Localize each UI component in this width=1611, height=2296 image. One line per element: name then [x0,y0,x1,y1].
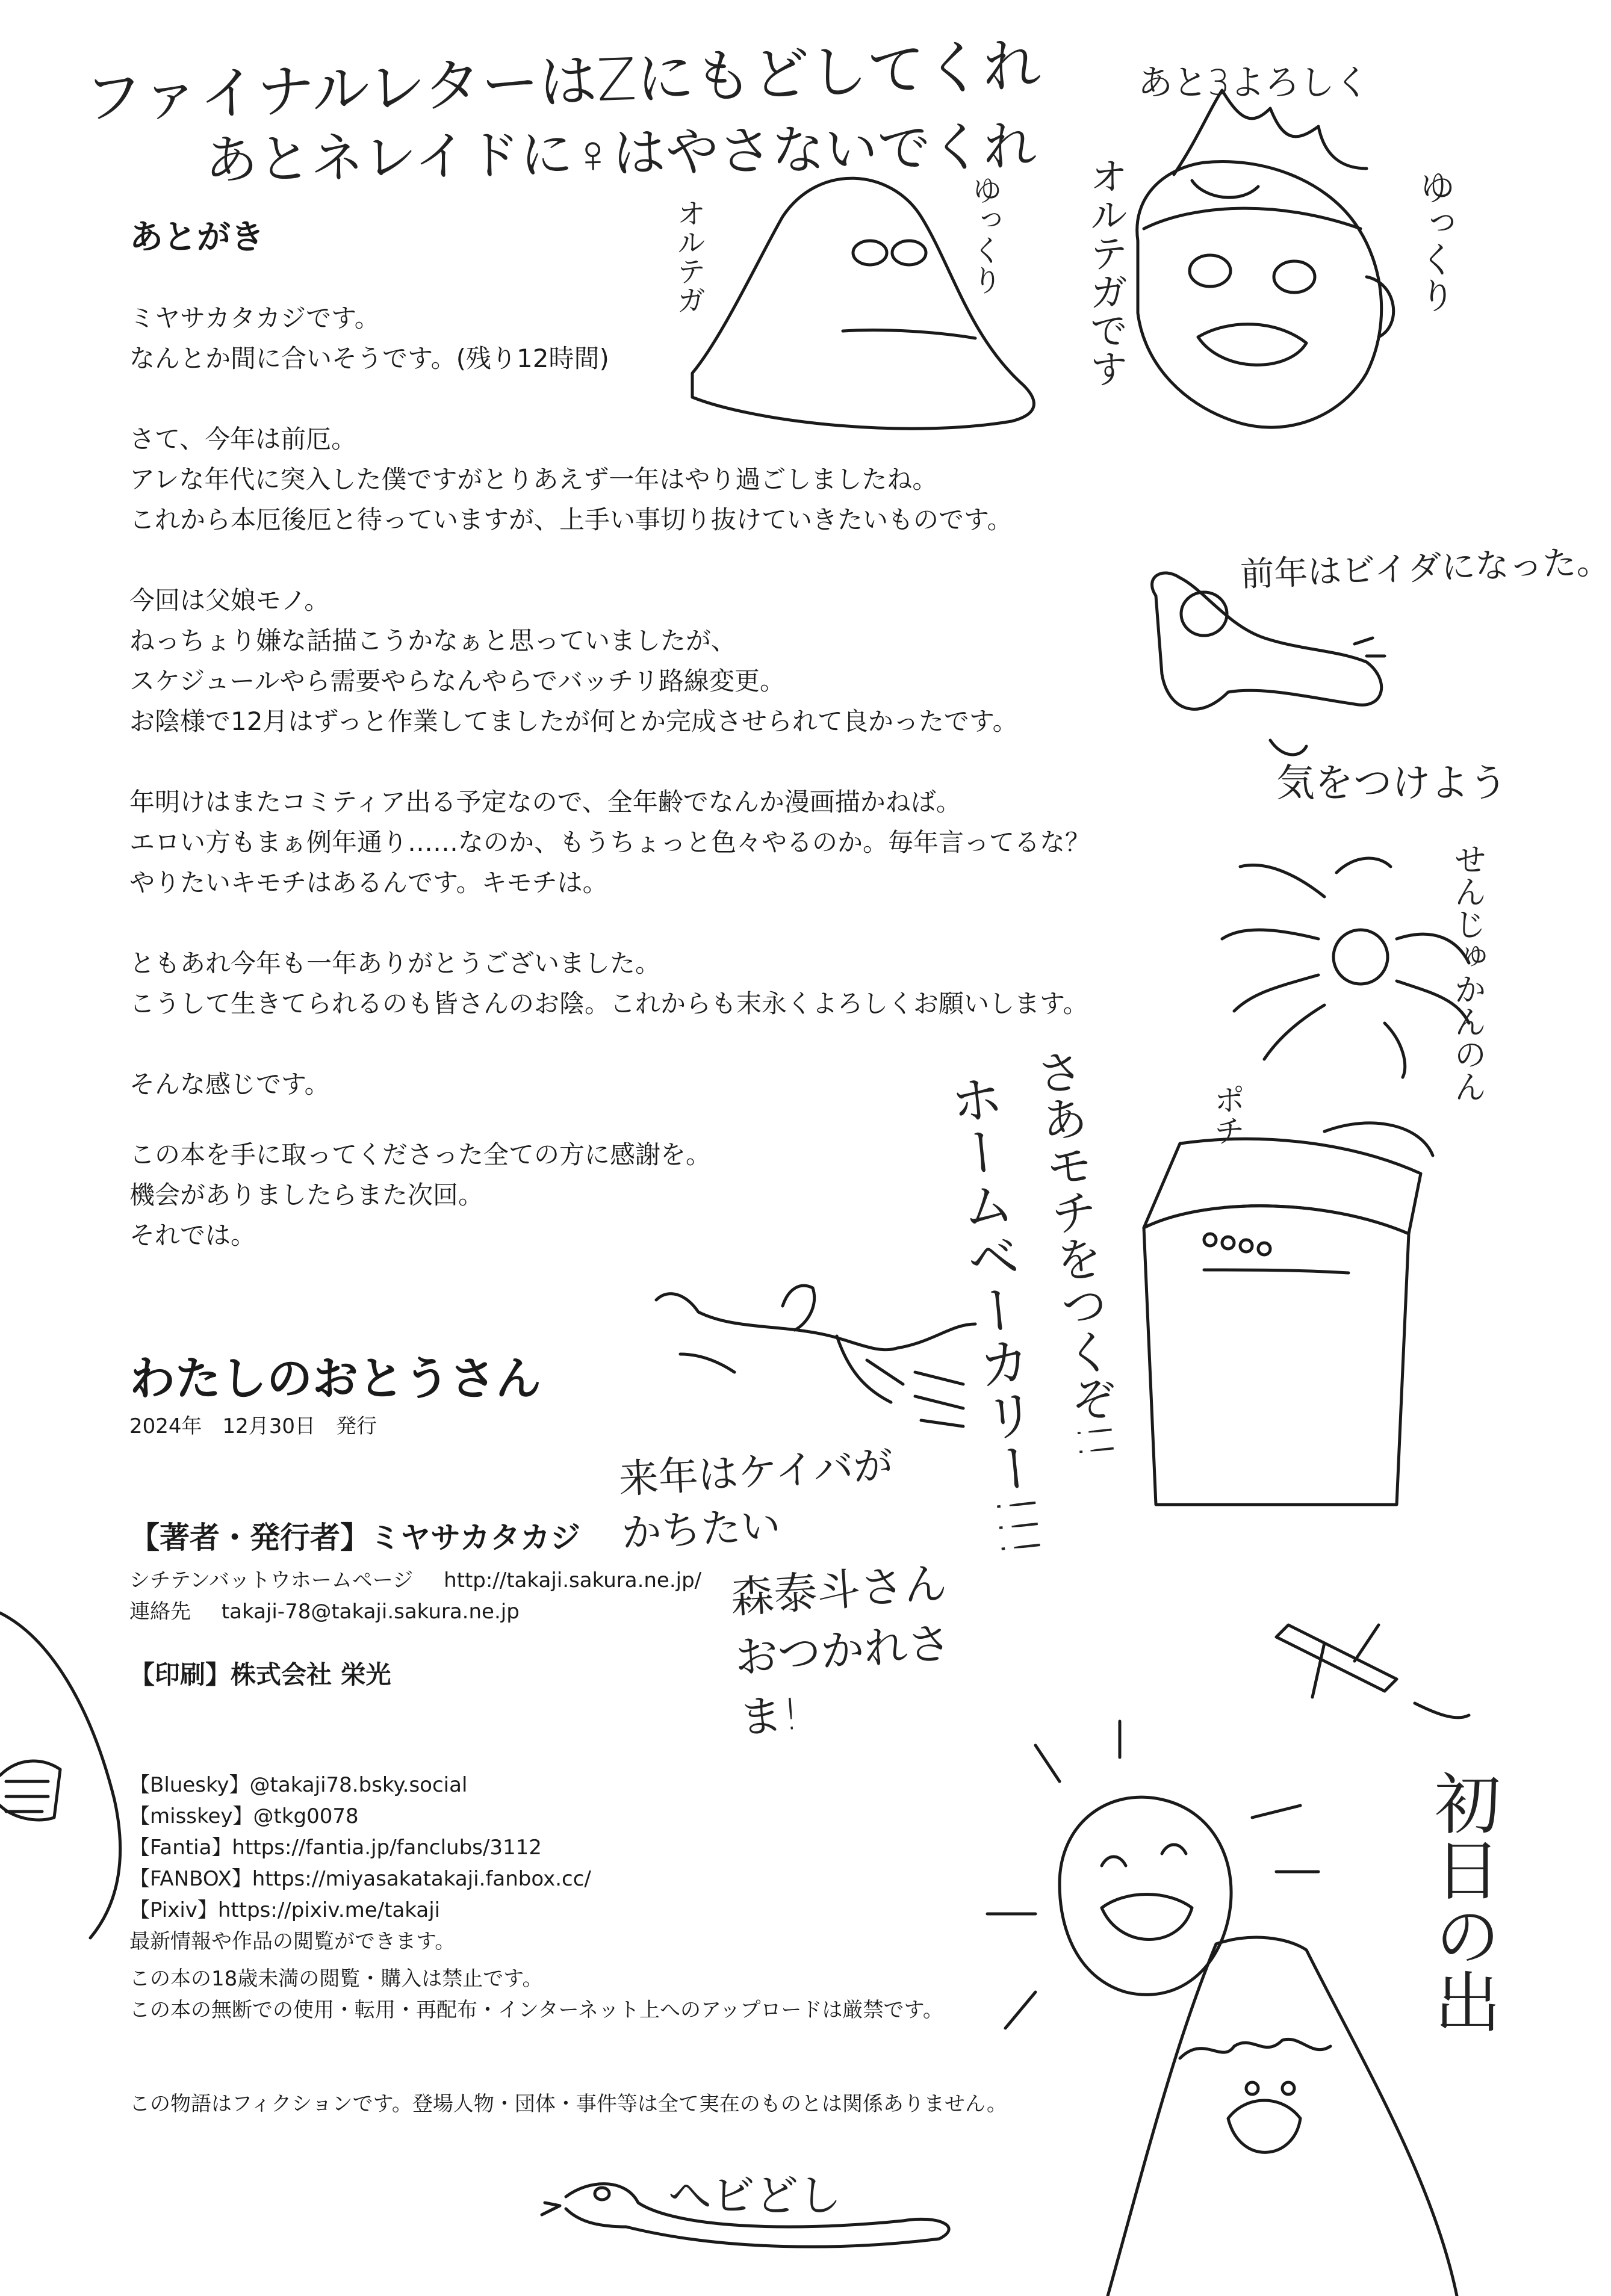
next-year-note: 来年はケイバがかちたい [617,1441,895,1557]
ortega-head-doodle [1137,90,1394,427]
social-links [129,1769,591,1957]
prev-year-note: 前年はビイダになった。 [1240,542,1611,595]
header-note-line2: あとネレイドに♀はやさないでくれ [204,114,1037,192]
book-title: わたしのおとうさん [129,1352,541,1405]
afterword-line: ミヤサカタカジです。 [129,303,380,333]
afterword-paragraph [129,1064,1090,1104]
senju-kannon-doodle [1222,858,1469,1077]
social-links-note: 最新情報や作品の閲覧ができます。 [129,1929,456,1954]
afterword-paragraph [129,943,1090,1024]
afterword-line: お陰様で12月はずっと作業してましたが何とか完成させられて良かったです。 [129,707,1018,736]
hebidoshi-note: へビどし [668,2170,842,2221]
seal-doodle [1152,573,1385,755]
afterword-line: こうして生きてられるのも皆さんのお陰。これからも末永くよろしくお願いします。 [129,989,1088,1018]
afterword-paragraph [129,782,1090,903]
homepage-line [129,1565,701,1596]
author-publisher: 【著者・発行者】ミヤサカタカジ [129,1520,580,1555]
ghost-label: オルテガ [672,199,706,314]
afterword-line: エロい方もまぁ例年通り……なのか、もうちょっと色々やるのか。毎年言ってるな？ [129,828,1091,857]
senjukannon-note: せんじゅかんのん [1449,843,1487,1103]
careful-note: 気をつけよう [1276,761,1507,806]
corner-note: あと3よろしく [1138,62,1370,103]
home-bakery-doodle [1144,1123,1433,1505]
afterword-line: さて、今年は前厄。 [129,424,357,454]
printer: 【印刷】株式会社 栄光 [129,1660,391,1689]
ortega-label-yukkuri: ゆっくり [1414,169,1456,313]
social-link-pixiv[interactable]: 【Pixiv】https://pixiv.me/takaji [129,1898,441,1922]
hatsuhinode-note: 初日の出 [1424,1769,1501,2034]
header-note-line1: ファイナルレターはZにもどしてくれ [83,31,1042,132]
pochi-note: ポチ [1208,1083,1244,1146]
closing-line: この本を手に取ってくださった全ての方に感謝を。 [129,1140,712,1169]
afterword-line: これから本厄後厄と待っていますが、上手い事切り抜けていきたいものです。 [129,505,1013,534]
homepage-url[interactable]: http://takaji.sakura.ne.jp/ [444,1568,702,1592]
publish-date: 2024年 12月30日 発行 [129,1414,377,1438]
social-link-bluesky[interactable]: 【Bluesky】@takaji78.bsky.social [129,1773,468,1797]
home-bakery-note: ホームベーカリー!!! [939,1069,1052,1561]
homepage-label: シチテンバットウホームページ [129,1568,414,1592]
social-link-fanbox[interactable]: 【FANBOX】https://miyasakatakaji.fanbox.cc/ [129,1867,591,1891]
contact-email[interactable]: takaji-78@takaji.sakura.ne.jp [221,1600,520,1624]
afterword-line: 年明けはまたコミティア出る予定なので、全年齢でなんか漫画描かねば。 [129,787,961,817]
afterword-paragraph [129,580,1090,741]
airplane-doodle [1276,1625,1469,1718]
afterword-closing [129,1134,711,1255]
mochi-note: さあモチをつくぞ!! [1026,1045,1123,1462]
afterword-paragraph [129,298,1090,379]
afterword-line: ねっちょり嫌な話描こうかなぁと思っていましたが、 [129,626,737,655]
afterword-line: やりたいキモチはあるんです。キモチは。 [129,868,608,897]
afterword-line: なんとか間に合いそうです。(残り12時間) [129,344,609,373]
afterword-line: そんな感じです。 [129,1069,330,1099]
legal-line: この本の18歳未満の閲覧・購入は禁止です。 [129,1967,543,1991]
contact-label: 連絡先 [129,1600,191,1624]
fiction-disclaimer: この物語はフィクションです。登場人物・団体・事件等は全て実在のものとは関係ありません。 [129,2092,1007,2116]
ortega-label: オルテガです [1083,156,1128,388]
afterword-title: あとがき [129,218,264,257]
afterword-paragraph [129,419,1090,540]
thanks-note: 森泰斗さんおつかれさま! [728,1557,952,1744]
closing-line: それでは。 [129,1221,256,1250]
contact-line [129,1596,520,1627]
afterword-line: スケジュールやら需要やらなんやらでバッチリ路線変更。 [129,666,786,696]
left-creature-doodle [0,1613,120,1938]
legal-notice [129,1963,943,2026]
afterword-line: 今回は父娘モノ。 [129,586,330,615]
ghost-label-yukkuri: ゆっくり [967,175,1002,295]
horse-doodle [656,1286,975,1426]
social-link-misskey[interactable]: 【misskey】@tkg0078 [129,1804,359,1828]
afterword-line: ともあれ今年も一年ありがとうございました。 [129,948,661,978]
social-link-fantia[interactable]: 【Fantia】https://fantia.jp/fanclubs/3112 [129,1836,542,1860]
closing-line: 機会がありましたらまた次回。 [129,1180,484,1210]
afterword-body [129,298,1090,1145]
legal-line: この本の無断での使用・転用・再配布・インターネット上へのアップロードは厳禁です。 [129,1998,943,2022]
sun-doodle [987,1721,1318,2028]
mountain-doodle [1108,1937,1457,2296]
afterword-line: アレな年代に突入した僕ですがとりあえず一年はやり過ごしましたね。 [129,465,938,494]
